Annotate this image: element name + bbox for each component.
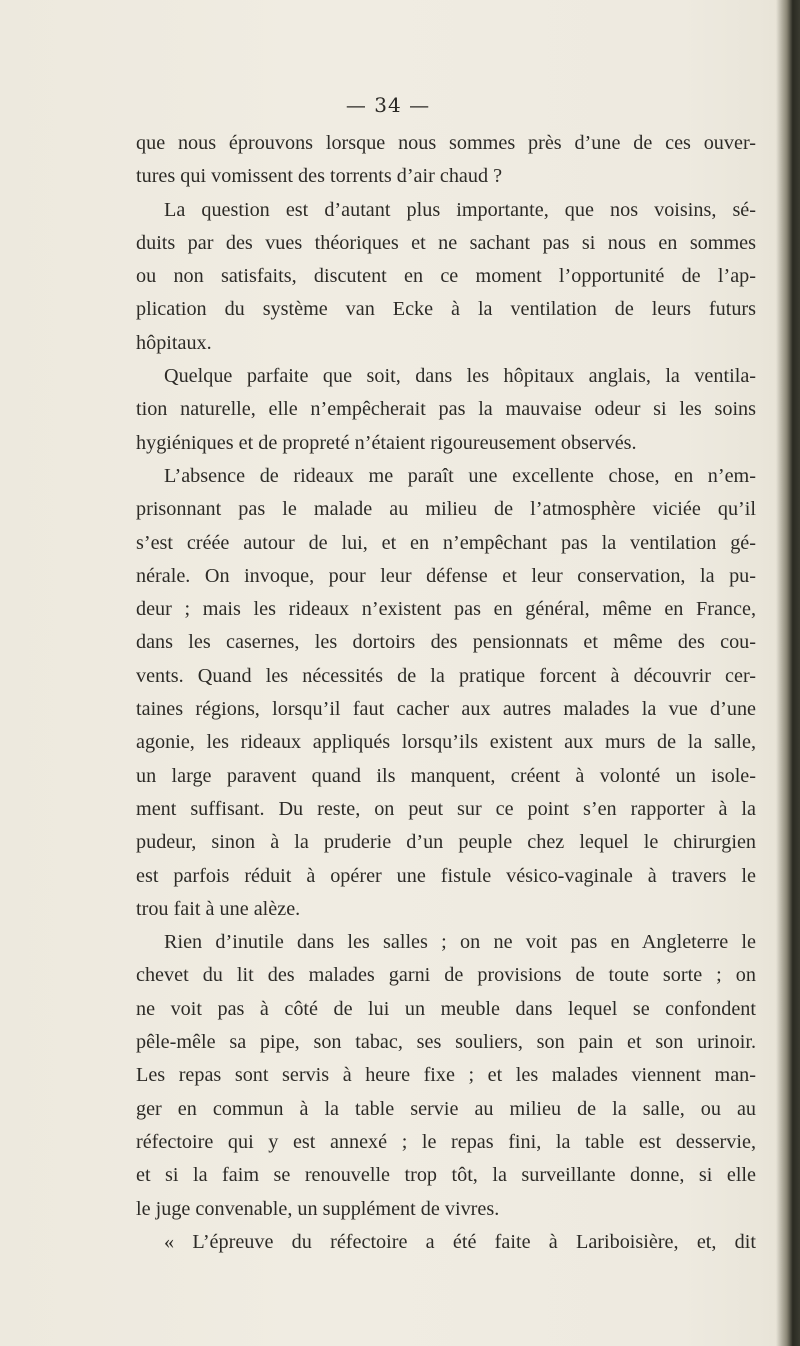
text-line: pudeur, sinon à la pruderie d’un peuple chez lequel le chirurgien <box>136 831 756 854</box>
text-line: et si la faim se renouvelle trop tôt, la surveillante donne, si elle <box>136 1164 756 1187</box>
text-line: deur ; mais les rideaux n’existent pas en général, même en France, <box>136 598 756 621</box>
text-line: ou non satisfaits, discutent en ce moment l’opportunité de l’ap- <box>136 265 756 288</box>
text-line: pêle-mêle sa pipe, son tabac, ses souliers, son pain et son urinoir. <box>136 1031 756 1054</box>
text-line: La question est d’autant plus importante, que nos voisins, sé- <box>164 198 756 221</box>
text-line: hôpitaux. <box>136 331 212 354</box>
text-line: ment suffisant. Du reste, on peut sur ce point s’en rapporter à la <box>136 797 756 820</box>
text-line: prisonnant pas le malade au milieu de l’atmosphère viciée qu’il <box>136 498 756 521</box>
text-line: est parfois réduit à opérer une fistule vésico-vaginale à travers le <box>136 864 756 887</box>
text-line: ger en commun à la table servie au milieu de la salle, ou au <box>136 1097 756 1120</box>
text-line: chevet du lit des malades garni de provisions de toute sorte ; on <box>136 964 756 987</box>
text-line: un large paravent quand ils manquent, créent à volonté un isole- <box>136 764 756 787</box>
text-line: nérale. On invoque, pour leur défense et leur conservation, la pu- <box>136 564 756 587</box>
text-line: Les repas sont servis à heure fixe ; et les malades viennent man- <box>136 1064 756 1087</box>
body-text <box>136 127 756 1259</box>
page-binding-edge <box>776 0 800 1346</box>
text-line: agonie, les rideaux appliqués lorsqu’ils existent aux murs de la salle, <box>136 731 756 754</box>
text-line: taines régions, lorsqu’il faut cacher aux autres malades la vue d’une <box>136 698 756 721</box>
text-line: tion naturelle, elle n’empêcherait pas la mauvaise odeur si les soins <box>136 398 756 421</box>
text-line: Rien d’inutile dans les salles ; on ne voit pas en Angleterre le <box>164 931 756 954</box>
text-line: s’est créée autour de lui, et en n’empêchant pas la ventilation gé- <box>136 531 756 554</box>
text-line: le juge convenable, un supplément de vivres. <box>136 1197 500 1220</box>
text-line: duits par des vues théoriques et ne sachant pas si nous en sommes <box>136 231 756 254</box>
text-line: plication du système van Ecke à la ventilation de leurs futurs <box>136 298 756 321</box>
page-number: — 34 — <box>345 93 431 117</box>
text-line: dans les casernes, les dortoirs des pensionnats et même des cou- <box>136 631 756 654</box>
text-line: trou fait à une alèze. <box>136 897 301 920</box>
text-line: réfectoire qui y est annexé ; le repas fini, la table est desservie, <box>136 1130 756 1153</box>
text-line: que nous éprouvons lorsque nous sommes près d’une de ces ouver- <box>136 132 756 154</box>
text-line: « L’épreuve du réfectoire a été faite à Lariboisière, et, dit <box>164 1230 756 1253</box>
text-line: ne voit pas à côté de lui un meuble dans lequel se confondent <box>136 997 756 1020</box>
text-line: hygiéniques et de propreté n’étaient rigoureusement observés. <box>136 431 637 454</box>
text-line: L’absence de rideaux me paraît une excellente chose, en n’em- <box>164 464 756 487</box>
text-line: tures qui vomissent des torrents d’air chaud ? <box>136 165 503 188</box>
text-line: Quelque parfaite que soit, dans les hôpitaux anglais, la ventila- <box>164 365 756 388</box>
text-line: vents. Quand les nécessités de la pratique forcent à découvrir cer- <box>136 664 756 687</box>
